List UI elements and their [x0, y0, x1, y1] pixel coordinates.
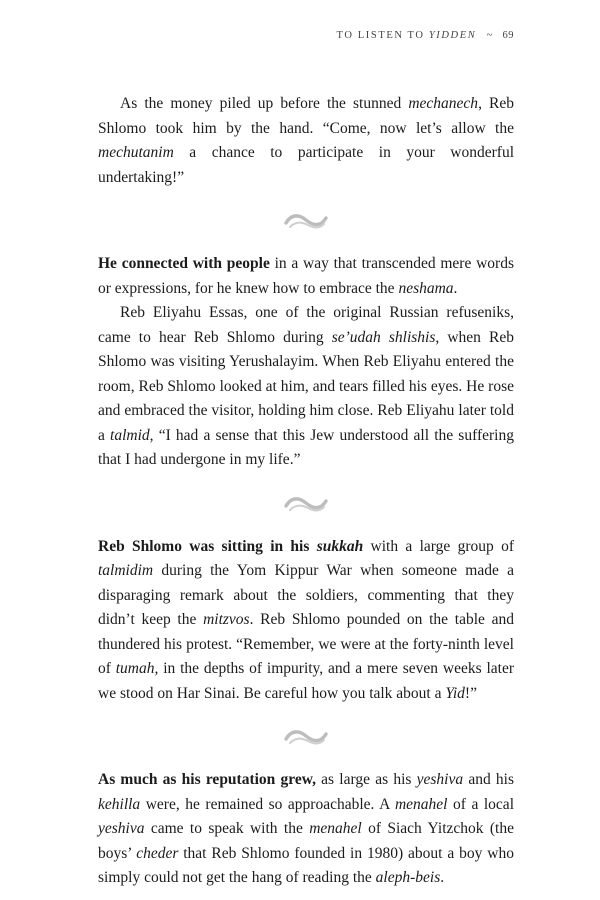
paragraph-1: As the money piled up before the stunned mechanech, Reb Shlomo took him by the hand. “Come, now let’s allow the mechutanim a chance to participate in your wonderful undertaking!”: [98, 95, 515, 186]
section-ornament: [98, 190, 514, 252]
paragraph-2: He connected with people in a way that transcended mere words or expressions, for he knew how to embrace the neshama.: [98, 255, 514, 297]
running-head: [337, 30, 514, 41]
section-ornament: [98, 706, 514, 768]
tilde-swash-ornament-icon: [282, 726, 330, 748]
tilde-swash-ornament-icon: [282, 493, 330, 515]
tilde-swash-ornament-icon: [282, 210, 330, 232]
running-head-title: TO LISTEN TO: [336, 30, 425, 41]
running-head-title-italic: YIDDEN: [428, 30, 477, 41]
page-body: [98, 92, 514, 891]
paragraph-4: Reb Shlomo was sitting in his sukkah with a large group of talmidim during the Yom Kippur War when someone made a disparaging remark about the soldiers, commenting that they didn’t keep the mitzvos. Reb Shlomo pounded on the table and thundered his protest. “Remember, we were at the forty-ninth level of tumah, in the depths of impurity, and a mere seven weeks later we stood on Har Sinai. Be careful how you talk about a Yid!”: [98, 537, 514, 702]
section-ornament: [98, 473, 514, 535]
page-number: 69: [502, 30, 514, 41]
running-head-separator: ~: [486, 30, 493, 41]
paragraph-3: Reb Eliyahu Essas, one of the original Russian refuseniks, came to hear Reb Shlomo during se’udah shlishis, when Reb Shlomo was visiting Yerushalayim. When Reb Eliyahu entered the room, Reb Shlomo looked at him, and tears filled his eyes. He rose and embraced the visitor, holding him close. Reb Eliyahu later told a talmid, “I had a sense that this Jew understood all the suffering that I had undergone in my life.”: [98, 304, 514, 468]
paragraph-5: As much as his reputation grew, as large as his yeshiva and his kehilla were, he remained so approachable. A menahel of a local yeshiva came to speak with the menahel of Siach Yitzchok (the boys’ cheder that Reb Shlomo founded in 1980) about a boy who simply could not get the hang of reading the aleph-beis.: [98, 771, 515, 886]
